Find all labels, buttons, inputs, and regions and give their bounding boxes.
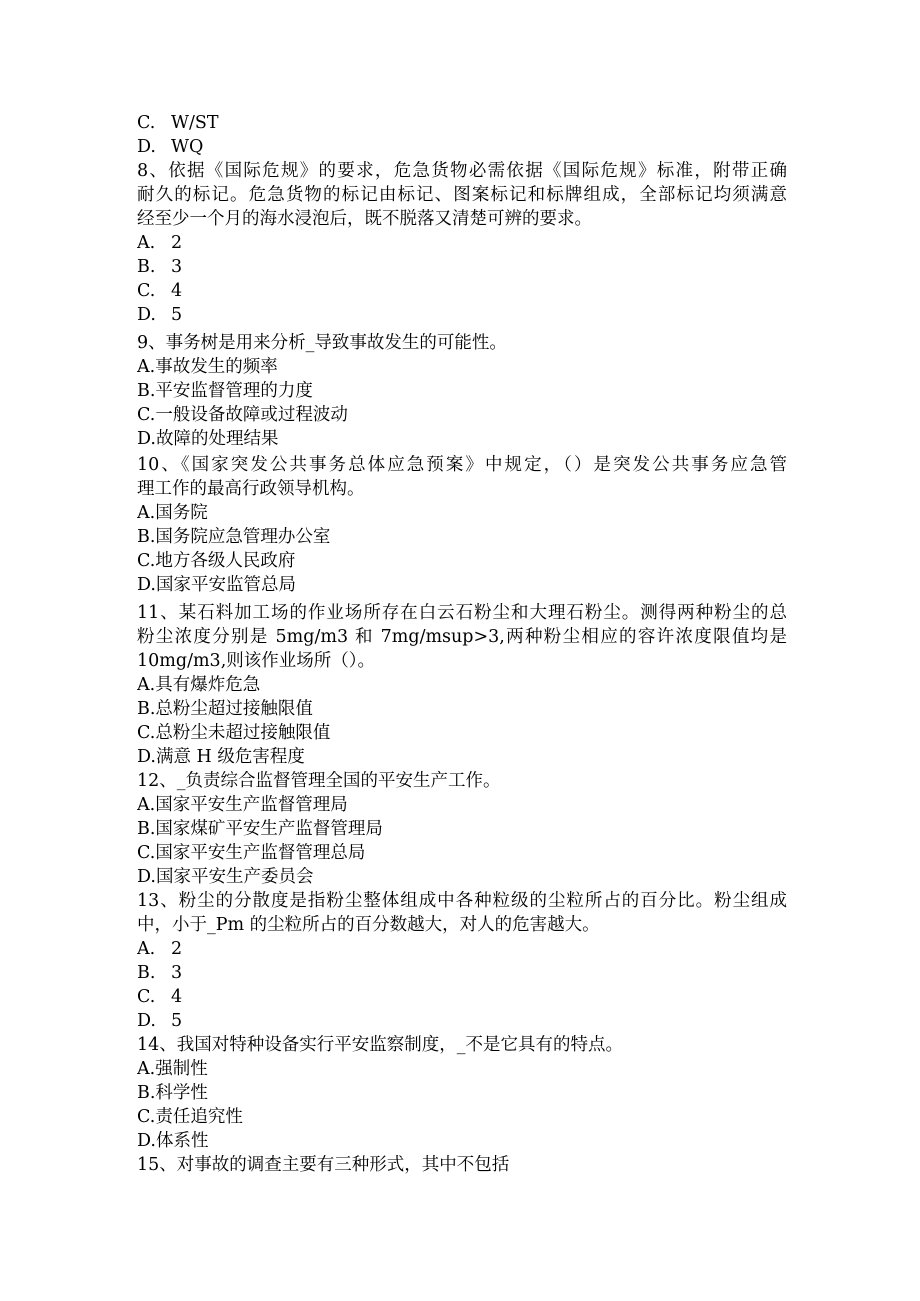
text-line: 粉尘浓度分别是 5mg/m3 和 7mg/msup>3,两种粉尘相应的容许浓度限值均是 [137,627,787,647]
text-line: 耐久的标记。危急货物的标记由标记、图案标记和标牌组成，全部标记均须满意 [137,185,787,205]
text-line: 中，小于_Pm 的尘粒所占的百分数越大，对人的危害越大。 [137,915,600,935]
text-line: 12、_负责综合监督管理全国的平安生产工作。 [137,771,501,791]
answer-option [137,961,787,985]
option-text: 3 [171,257,183,277]
text-line: A.国务院 [137,503,208,523]
text-line: A.强制性 [137,1059,208,1079]
option-letter: B. [137,257,156,277]
text-line: C.国家平安生产监督管理总局 [137,843,366,863]
text-line: D.国家平安监管总局 [137,575,296,595]
text-line: 理工作的最高行政领导机构。 [137,479,365,499]
option-text: 2 [171,939,183,959]
text-line: A.具有爆炸危急 [137,675,261,695]
text-line: 15、对事故的调查主要有三种形式，其中不包括 [137,1155,510,1175]
text-line: C.责任追究性 [137,1107,243,1127]
option-letter: D. [137,305,156,325]
answer-option [137,303,787,327]
answer-option [137,985,787,1009]
option-letter: C. [137,987,156,1007]
answer-option [137,231,787,255]
text-line: B.平安监督管理的力度 [137,381,313,401]
answer-option [137,111,787,135]
option-text: W/ST [171,113,219,133]
option-letter: A. [137,939,156,959]
option-text: 5 [171,305,183,325]
text-line: A.事故发生的频率 [137,357,278,377]
option-letter: B. [137,963,156,983]
option-text: WQ [171,137,204,157]
option-letter: A. [137,233,156,253]
text-line: A.国家平安生产监督管理局 [137,795,348,815]
text-line: 9、事务树是用来分析_导致事故发生的可能性。 [137,333,507,353]
text-line: 13、粉尘的分散度是指粉尘整体组成中各种粒级的尘粒所占的百分比。粉尘组成 [137,891,787,911]
text-line: 8、依据《国际危规》的要求，危急货物必需依据《国际危规》标准，附带正确 [137,161,787,181]
text-line: D.国家平安生产委员会 [137,867,314,887]
option-letter: C. [137,281,156,301]
text-line: C.地方各级人民政府 [137,551,296,571]
text-line: B.国家煤矿平安生产监督管理局 [137,819,383,839]
answer-option [137,279,787,303]
text-line: 10、《国家突发公共事务总体应急预案》中规定，（）是突发公共事务应急管 [137,455,787,475]
answer-option [137,135,787,159]
text-line: 11、某石料加工场的作业场所存在白云石粉尘和大理石粉尘。测得两种粉尘的总 [137,603,787,623]
option-text: 5 [171,1011,183,1031]
text-line: B.科学性 [137,1083,208,1103]
answer-option [137,1009,787,1033]
text-line: 14、我国对特种设备实行平安监察制度，_不是它具有的特点。 [137,1035,624,1055]
text-line: 经至少一个月的海水浸泡后，既不脱落又清楚可辨的要求。 [137,209,592,229]
text-line: C.一般设备故障或过程波动 [137,405,348,425]
text-line: D.体系性 [137,1131,209,1151]
text-line: C.总粉尘未超过接触限值 [137,723,331,743]
text-line: B.国务院应急管理办公室 [137,527,331,547]
text-line: 10mg/m3,则该作业场所（）。 [137,651,376,671]
option-letter: D. [137,137,156,157]
option-letter: C. [137,113,156,133]
option-text: 4 [171,987,183,1007]
option-text: 4 [171,281,183,301]
answer-option [137,255,787,279]
option-letter: D. [137,1011,156,1031]
text-line: D.满意 H 级危害程度 [137,747,305,767]
option-text: 2 [171,233,183,253]
answer-option [137,937,787,961]
text-line: D.故障的处理结果 [137,429,279,449]
option-text: 3 [171,963,183,983]
text-line: B.总粉尘超过接触限值 [137,699,313,719]
